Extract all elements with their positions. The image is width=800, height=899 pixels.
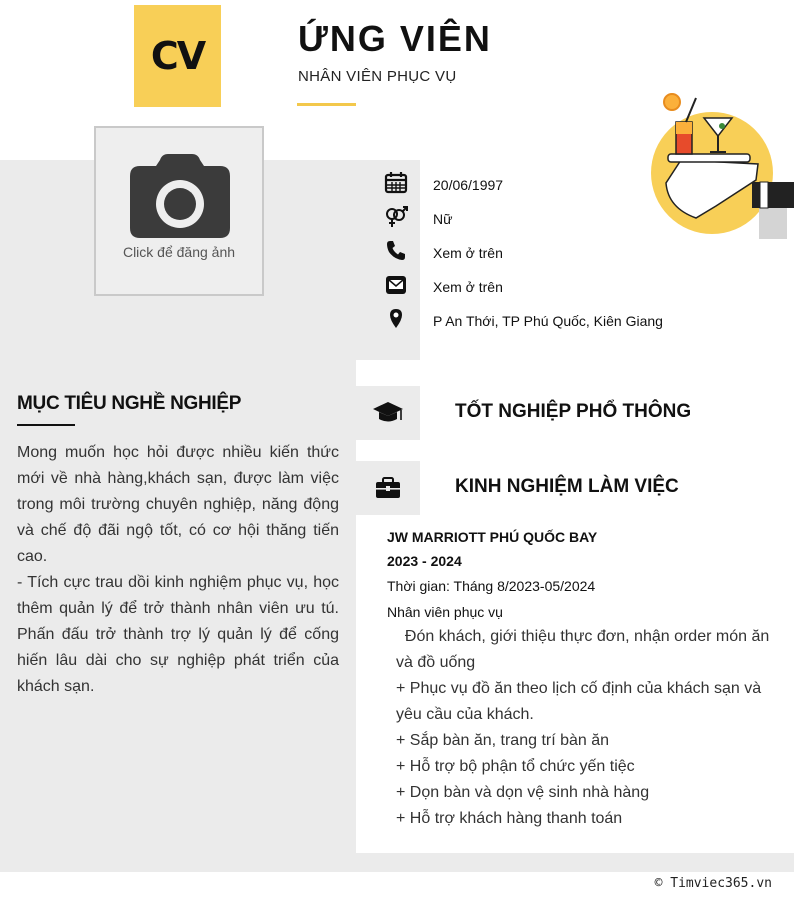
info-address: P An Thới, TP Phú Quốc, Kiên Giang bbox=[433, 313, 663, 329]
career-goal-body bbox=[17, 440, 339, 700]
gender-icon bbox=[384, 205, 408, 229]
candidate-position: NHÂN VIÊN PHỤC VỤ bbox=[298, 68, 457, 85]
sleeve-icon bbox=[752, 180, 794, 210]
career-goal-paragraph: - Tích cực trau dồi kinh nghiệm phục vụ, học thêm quản lý để trở thành nhân viên ưu tú. Phấn đấu trở thành trợ lý quản lý để cống hiến lâu dài cho sự nghiệp phát triển của khách sạn. bbox=[17, 574, 339, 695]
career-goal-paragraph: Mong muốn học hỏi được nhiều kiến thức mới về nhà hàng,khách sạn, được làm việc trong môi trường chuyên nghiệp, năng động và chế độ đãi ngộ tốt, có cơ hội thăng tiến cao. bbox=[17, 444, 339, 565]
graduation-cap-icon bbox=[372, 400, 404, 426]
education-title: TỐT NGHIỆP PHỔ THÔNG bbox=[455, 401, 692, 422]
calendar-icon bbox=[384, 171, 408, 195]
briefcase-icon bbox=[375, 477, 401, 499]
info-phone: Xem ở trên bbox=[433, 245, 503, 261]
info-birthday: 20/06/1997 bbox=[433, 177, 504, 193]
experience-time: Thời gian: Tháng 8/2023-05/2024 bbox=[387, 578, 596, 594]
experience-years: 2023 - 2024 bbox=[387, 553, 462, 569]
experience-icon-box bbox=[356, 461, 420, 515]
camera-icon bbox=[130, 154, 230, 238]
experience-company: JW MARRIOTT PHÚ QUỐC BAY bbox=[387, 529, 598, 545]
experience-role: Nhân viên phục vụ bbox=[387, 604, 503, 620]
title-underline bbox=[297, 103, 356, 106]
email-icon bbox=[384, 273, 408, 297]
phone-icon bbox=[384, 239, 408, 263]
info-email: Xem ở trên bbox=[433, 279, 503, 295]
candidate-name: ỨNG VIÊN bbox=[298, 18, 492, 59]
duty-item: + Sắp bàn ăn, trang trí bàn ăn bbox=[396, 732, 610, 749]
duty-item: + Dọn bàn và dọn vệ sinh nhà hàng bbox=[396, 784, 650, 801]
waiter-illustration-icon bbox=[646, 88, 776, 238]
duty-item: + Hỗ trợ bộ phận tổ chức yến tiệc bbox=[396, 758, 635, 775]
info-gender: Nữ bbox=[433, 211, 453, 227]
photo-upload[interactable] bbox=[94, 126, 264, 296]
cv-logo: CV bbox=[134, 5, 221, 107]
duty-item: Đón khách, giới thiệu thực đơn, nhận order món ăn và đồ uống bbox=[396, 628, 774, 671]
duty-item: + Phục vụ đồ ăn theo lịch cố định của khách sạn và yêu cầu của khách. bbox=[396, 680, 762, 723]
location-icon bbox=[384, 307, 408, 331]
duty-item: + Hỗ trợ khách hàng thanh toán bbox=[396, 810, 623, 827]
experience-duties bbox=[396, 624, 775, 832]
career-goal-title: MỤC TIÊU NGHỀ NGHIỆP bbox=[17, 393, 242, 414]
experience-title: KINH NGHIỆM LÀM VIỆC bbox=[455, 476, 679, 497]
education-icon-box bbox=[356, 386, 420, 440]
career-goal-underline bbox=[17, 424, 75, 426]
photo-upload-label: Click để đăng ảnh bbox=[122, 244, 236, 260]
copyright-text: © Timviec365.vn bbox=[654, 876, 772, 891]
